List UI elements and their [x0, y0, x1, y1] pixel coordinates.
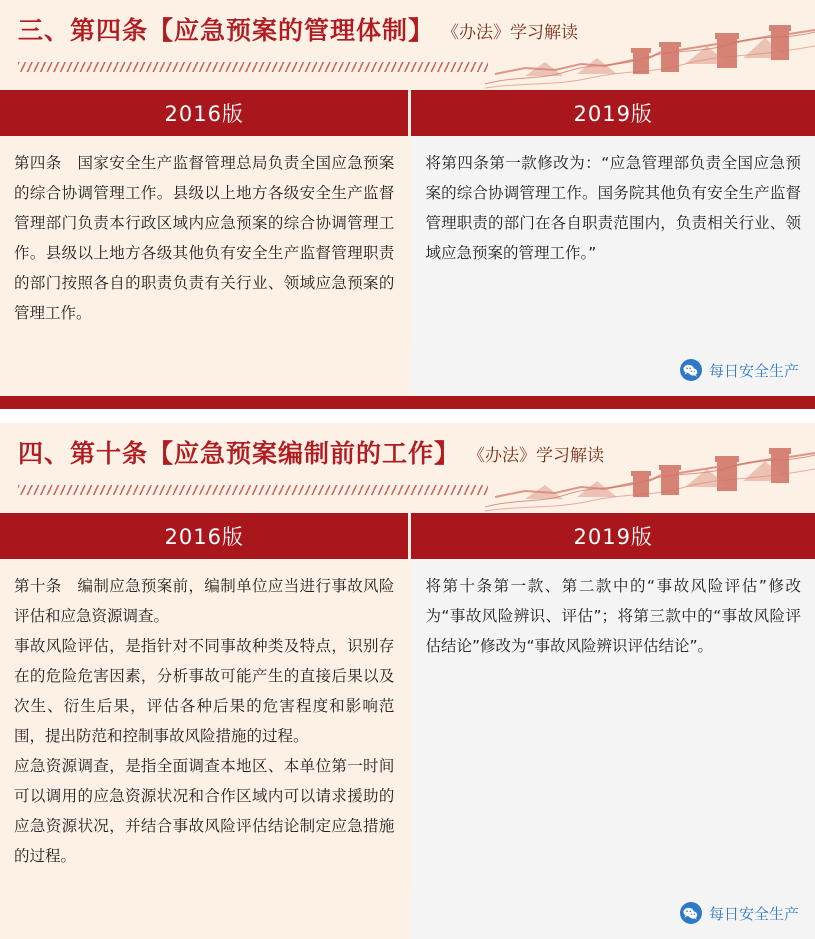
- section-header: [0, 423, 815, 513]
- paragraph: 事故风险评估，是指针对不同事故种类及特点，识别存在的危险危害因素，分析事故可能产生的直接后果以及次生、衍生后果，评估各种后果的危害程度和影响范围，提出防范和控制事故风险措施的过程。: [14, 637, 395, 745]
- comparison-table: [0, 90, 815, 344]
- section-article-4: [0, 0, 815, 409]
- section-footer: [0, 344, 815, 396]
- section-title: 三、第四条【应急预案的管理体制】: [18, 16, 435, 45]
- account-credit: [680, 359, 799, 381]
- paragraph: 应急资源调查，是指全面调查本地区、本单位第一时间可以调用的应急资源状况和合作区域内可以请求援助的应急资源状况，并结合事故风险评估结论制定应急措施的过程。: [14, 757, 395, 865]
- comparison-table: [0, 513, 815, 887]
- section-footer: [0, 887, 815, 939]
- cell-2019-text: [410, 136, 815, 344]
- table-header-row: [0, 90, 815, 136]
- account-credit: [680, 902, 799, 924]
- section-title: 四、第十条【应急预案编制前的工作】: [18, 439, 461, 468]
- wechat-icon: [680, 902, 702, 924]
- section-article-10: [0, 423, 815, 939]
- cell-2019-text: [410, 559, 815, 887]
- cell-2016-text: [0, 136, 410, 344]
- account-name[interactable]: 每日安全生产: [708, 904, 799, 923]
- column-header-2016: 2016版: [0, 90, 410, 136]
- paragraph: 第四条 国家安全生产监督管理总局负责全国应急预案的综合协调管理工作。县级以上地方各级安全生产监督管理部门负责本行政区域内应急预案的综合协调管理工作。县级以上地方各级其他负有安全生产监督管理职责的部门按照各自的职责负责有关行业、领域应急预案的管理工作。: [14, 154, 395, 322]
- paragraph: 将第十条第一款、第二款中的“事故风险评估”修改为“事故风险辨识、评估”；将第三款中的“事故风险评估结论”修改为“事故风险辨识评估结论”。: [425, 577, 801, 655]
- title-hatch-rule: [18, 485, 488, 495]
- table-header-row: [0, 513, 815, 559]
- paragraph: 第十条 编制应急预案前，编制单位应当进行事故风险评估和应急资源调查。: [14, 577, 395, 625]
- title-hatch-rule: [18, 62, 488, 72]
- cell-2016-text: [0, 559, 410, 887]
- paragraph: 将第四条第一款修改为：“应急管理部负责全国应急预案的综合协调管理工作。国务院其他负有安全生产监督管理职责的部门在各自职责范围内，负责相关行业、领域应急预案的管理工作。”: [425, 154, 801, 262]
- section-subtitle: 《办法》学习解读: [442, 23, 579, 43]
- section-gap: [0, 409, 815, 423]
- column-header-2019: 2019版: [410, 513, 815, 559]
- table-row: [0, 136, 815, 344]
- section-subtitle: 《办法》学习解读: [468, 446, 605, 466]
- account-name[interactable]: 每日安全生产: [708, 361, 799, 380]
- column-header-2016: 2016版: [0, 513, 410, 559]
- section-bottom-bar: [0, 396, 815, 409]
- section-header: [0, 0, 815, 90]
- table-row: [0, 559, 815, 887]
- column-header-2019: 2019版: [410, 90, 815, 136]
- wechat-icon: [680, 359, 702, 381]
